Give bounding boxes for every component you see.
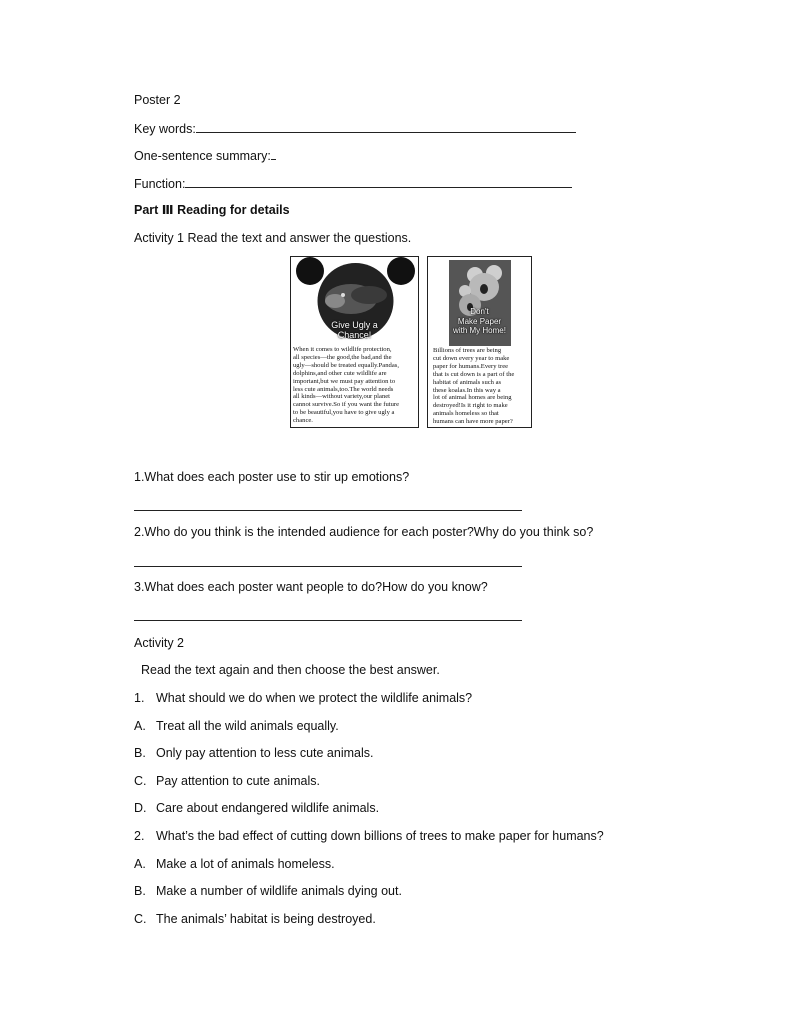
q2-option-c[interactable] xyxy=(134,911,376,927)
summary-label: One-sentence summary: xyxy=(134,149,271,163)
poster-right-text: Billions of trees are being cut down every year to make paper for humans.Every tree that is cut down is a part of the habitat of animals such as these koalas.In this way a lot of animal homes are being destroyed!Is it right to make animals homeless so that humans can have more paper? xyxy=(433,347,515,426)
q2-option-c-letter: C. xyxy=(134,912,147,926)
summary-blank[interactable] xyxy=(271,147,276,160)
mc-question-1 xyxy=(134,690,472,706)
activity2-instruction: Read the text again and then choose the best answer. xyxy=(141,663,440,677)
q2-option-a-letter: A. xyxy=(134,857,146,871)
q1-option-b[interactable] xyxy=(134,745,373,761)
summary-row xyxy=(134,147,276,164)
q1-option-a[interactable] xyxy=(134,718,339,734)
mc-question-1-number: 1. xyxy=(134,691,145,705)
q1-option-d[interactable] xyxy=(134,800,379,816)
mc-question-2-text: What’s the bad effect of cutting down billions of trees to make paper for humans? xyxy=(156,829,604,843)
q1-option-a-text: Treat all the wild animals equally. xyxy=(156,719,339,733)
q2-option-c-text: The animals’ habitat is being destroyed. xyxy=(156,912,376,926)
answer-line-1[interactable] xyxy=(134,510,522,511)
q2-option-a-text: Make a lot of animals homeless. xyxy=(156,857,335,871)
q1-option-a-letter: A. xyxy=(134,719,146,733)
mc-question-2 xyxy=(134,828,604,844)
key-words-row xyxy=(134,120,576,137)
function-blank[interactable] xyxy=(185,175,572,188)
activity1-instruction: Activity 1 Read the text and answer the questions. xyxy=(134,231,412,245)
poster-left-text: When it comes to wildlife protection, all species—the good,the bad,and the ugly—should be treated equally.Pandas, dolphins,and other cute wildlife are important,but we must pay attention to less cute animals,too.The world needs all kinds—without variety,our planet cannot survive.So if you want the future to be beautiful,you have to give ugly a chance. xyxy=(293,346,400,425)
poster-give-ugly-a-chance xyxy=(290,256,419,428)
question-2: 2.Who do you think is the intended audience for each poster?Why do you think so? xyxy=(134,525,594,539)
poster-right-title: Don't Make Paper with My Home! xyxy=(453,307,506,335)
poster-dont-make-paper xyxy=(427,256,532,428)
q2-option-b[interactable] xyxy=(134,883,402,899)
q1-option-c-text: Pay attention to cute animals. xyxy=(156,774,320,788)
q1-option-b-text: Only pay attention to less cute animals. xyxy=(156,746,374,760)
poster-2-heading: Poster 2 xyxy=(134,93,181,107)
key-words-blank[interactable] xyxy=(196,120,576,133)
q1-option-c[interactable] xyxy=(134,773,320,789)
mc-question-2-number: 2. xyxy=(134,829,145,843)
q2-option-b-text: Make a number of wildlife animals dying out. xyxy=(156,884,402,898)
key-words-label: Key words: xyxy=(134,122,196,136)
function-row xyxy=(134,175,572,192)
activity2-heading: Activity 2 xyxy=(134,636,185,650)
q1-option-d-text: Care about endangered wildlife animals. xyxy=(156,801,380,815)
function-label: Function: xyxy=(134,177,186,191)
q2-option-b-letter: B. xyxy=(134,884,146,898)
answer-line-2[interactable] xyxy=(134,566,522,567)
part3-heading: Part Ⅲ Reading for details xyxy=(134,203,290,217)
q2-option-a[interactable] xyxy=(134,856,335,872)
poster-left-title: Give Ugly a Chance! xyxy=(331,320,378,340)
q1-option-d-letter: D. xyxy=(134,801,147,815)
mc-question-1-text: What should we do when we protect the wildlife animals? xyxy=(156,691,473,705)
q1-option-b-letter: B. xyxy=(134,746,146,760)
question-3: 3.What does each poster want people to do?How do you know? xyxy=(134,580,488,594)
question-1: 1.What does each poster use to stir up emotions? xyxy=(134,470,410,484)
answer-line-3[interactable] xyxy=(134,620,522,621)
q1-option-c-letter: C. xyxy=(134,774,147,788)
